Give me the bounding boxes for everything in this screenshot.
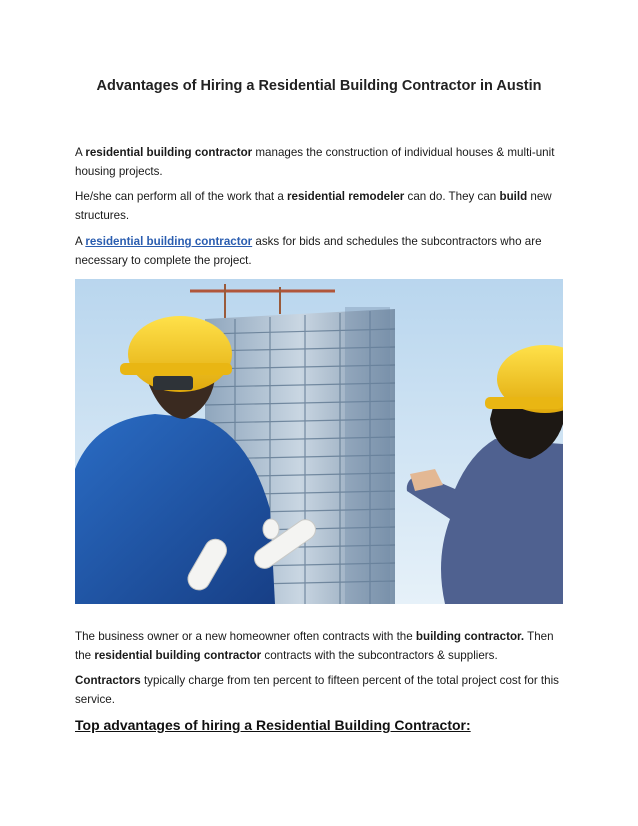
residential-contractor-link[interactable]: residential building contractor: [85, 235, 253, 248]
text: He/she can perform all of the work that a: [75, 190, 288, 203]
text: can do. They can: [404, 190, 500, 203]
bold-term: residential building contractor: [94, 649, 262, 662]
bold-term: residential building contractor: [85, 146, 253, 159]
text: manages the construction of individual houses & multi-unit housing projects.: [75, 146, 555, 178]
bold-term: build: [499, 190, 528, 203]
paragraph-intro: [75, 143, 565, 181]
text: Then the: [75, 630, 554, 662]
text: A: [75, 146, 86, 159]
page-title: Advantages of Hiring a Residential Building Contractor in Austin: [96, 78, 542, 94]
bold-term: building contractor.: [415, 630, 525, 643]
text: A: [75, 235, 86, 248]
section-heading: Top advantages of hiring a Residential Building Contractor:: [75, 717, 471, 733]
construction-photo: [75, 279, 563, 604]
paragraph-fees: [75, 671, 565, 709]
text: asks for bids and schedules the subcontractors who are necessary to complete the project.: [75, 235, 542, 267]
text: new structures.: [75, 190, 552, 222]
paragraph-owner-contracts: [75, 627, 565, 665]
text: typically charge from ten percent to fifteen percent of the total project cost for this service.: [75, 674, 559, 706]
text: contracts with the subcontractors & suppliers.: [261, 649, 498, 662]
bold-term: Contractors: [75, 674, 141, 687]
text: The business owner or a new homeowner often contracts with the: [75, 630, 416, 643]
paragraph-bids: [75, 232, 565, 270]
bold-term: residential remodeler: [287, 190, 405, 203]
paragraph-remodeler: [75, 187, 565, 225]
